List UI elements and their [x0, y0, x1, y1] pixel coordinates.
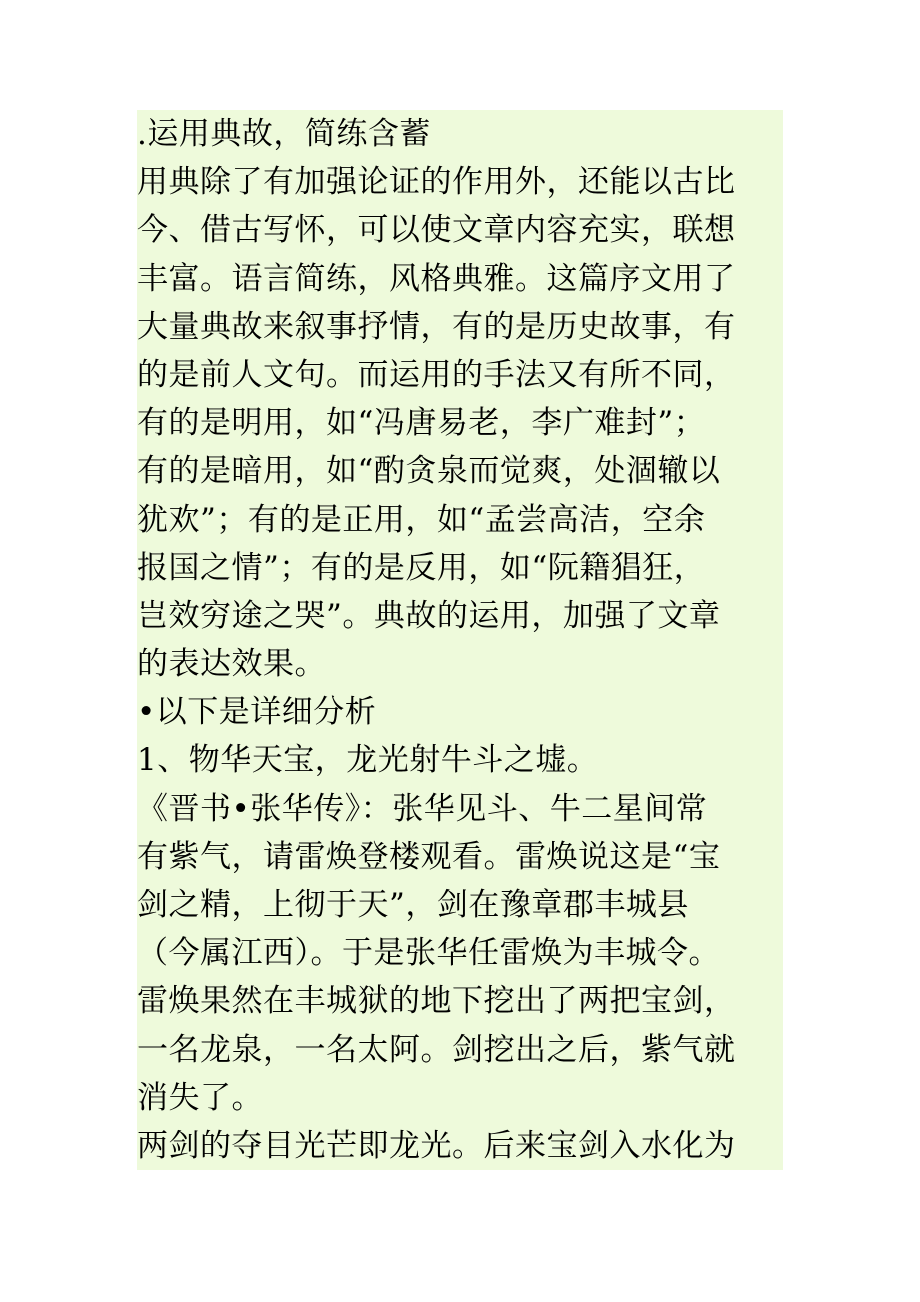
- paragraph-line: 剑之精，上彻于天”，剑在豫章郡丰城县: [137, 887, 689, 923]
- paragraph-line: 今、借古写怀，可以使文章内容充实，联想: [137, 212, 736, 249]
- paragraph-line: 大量典故来叙事抒情，有的是历史故事，有: [137, 308, 736, 345]
- paragraph-line: 《晋书•张华传》：张华见斗、牛二星间常: [137, 790, 708, 827]
- paragraph-line: 消失了。: [137, 1079, 263, 1116]
- paragraph-line: 犹欢”；有的是正用，如“孟尝高洁，空余: [137, 501, 706, 538]
- paragraph-line: 用典除了有加强论证的作用外，还能以古比: [137, 164, 736, 201]
- paragraph-line: 雷焕果然在丰城狱的地下挖出了两把宝剑，: [137, 983, 736, 1020]
- paragraph-line: （今属江西）。于是张华任雷焕为丰城令。: [137, 935, 720, 972]
- paragraph-line: 报国之情”；有的是反用，如“阮籍猖狂，: [137, 549, 706, 586]
- paragraph-line: 有的是暗用，如“酌贪泉而觉爽，处涸辙以: [137, 453, 721, 490]
- paragraph-line: 一名龙泉，一名太阿。剑挖出之后，紫气就: [137, 1031, 736, 1068]
- paragraph-line: 有紫气，请雷焕登楼观看。雷焕说这是“宝: [137, 838, 721, 875]
- paragraph-line: 的是前人文句。而运用的手法又有所不同，: [137, 356, 736, 393]
- paragraph-line: 丰富。语言简练，风格典雅。这篇序文用了: [137, 260, 736, 297]
- section-heading: .运用典故，简练含蓄: [137, 116, 431, 152]
- paragraph-line: 有的是明用，如“冯唐易老，李广难封”；: [137, 405, 706, 442]
- numbered-heading: 1、物华天宝，龙光射牛斗之墟。: [137, 742, 599, 779]
- paragraph-line: 岂效穷途之哭”。典故的运用，加强了文章: [137, 597, 721, 634]
- bullet-heading: •以下是详细分析: [137, 694, 377, 731]
- paragraph-line: 两剑的夺目光芒即龙光。后来宝剑入水化为: [137, 1127, 736, 1164]
- highlighted-text-block: [137, 110, 783, 1170]
- paragraph-line: 的表达效果。: [137, 646, 326, 683]
